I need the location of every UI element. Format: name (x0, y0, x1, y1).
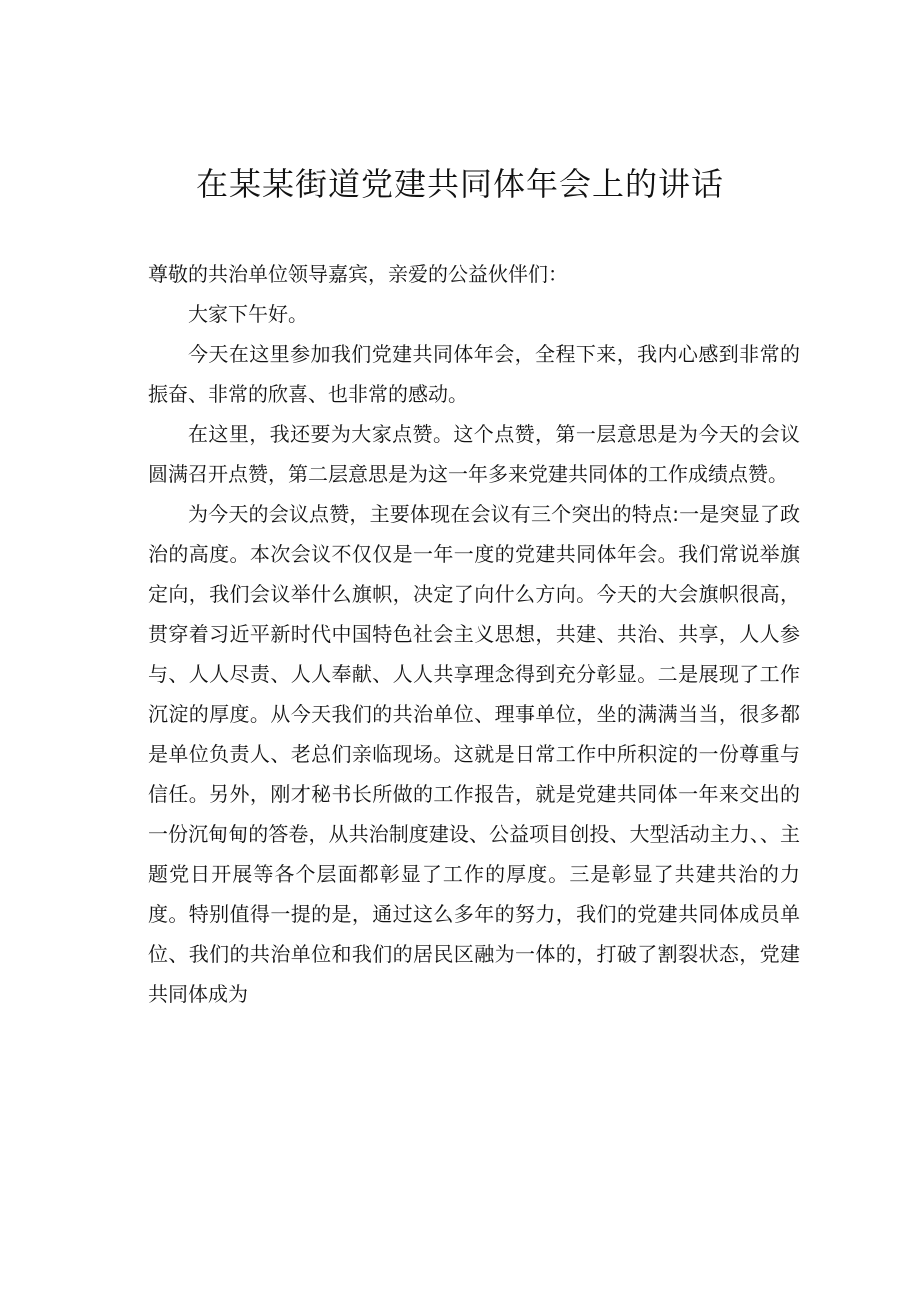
paragraph-greeting: 大家下午好。 (188, 302, 308, 326)
salutation: 尊敬的共治单位领导嘉宾，亲爱的公益伙伴们： (148, 262, 568, 286)
paragraph-meeting-features: 为今天的会议点赞，主要体现在会议有三个突出的特点:一是突显了政治的高度。本次会议不仅仅是一年一度的党建共同体年会。我们常说举旗定向，我们会议举什么旗帜，决定了向什么方向。今天的大会旗帜很高，贯穿着习近平新时代中国特色社会主义思想，共建、共治、共享，人人参与、人人尽责、人人奉献、人人共享理念得到充分彰显。二是展现了工作沉淀的厚度。从今天我们的共治单位、理事单位，坐的满满当当，很多都是单位负责人、老总们亲临现场。这就是日常工作中所积淀的一份尊重与信任。另外，刚才秘书长所做的工作报告，就是党建共同体一年来交出的一份沉甸甸的答卷，从共治制度建设、公益项目创投、大型活动主力、、主题党日开展等各个层面都彰显了工作的厚度。三是彰显了共建共治的力度。特别值得一提的是，通过这么多年的努力，我们的党建共同体成员单位、我们的共治单位和我们的居民区融为一体的，打破了割裂状态，党建共同体成为 (148, 502, 800, 1006)
document-title: 在某某街道党建共同体年会上的讲话 (195, 165, 724, 203)
document-body (148, 254, 800, 1014)
paragraph-feeling: 今天在这里参加我们党建共同体年会，全程下来，我内心感到非常的振奋、非常的欣喜、也非常的感动。 (148, 342, 800, 406)
paragraph-praise: 在这里，我还要为大家点赞。这个点赞，第一层意思是为今天的会议圆满召开点赞，第二层意思是为这一年多来党建共同体的工作成绩点赞。 (148, 422, 800, 486)
